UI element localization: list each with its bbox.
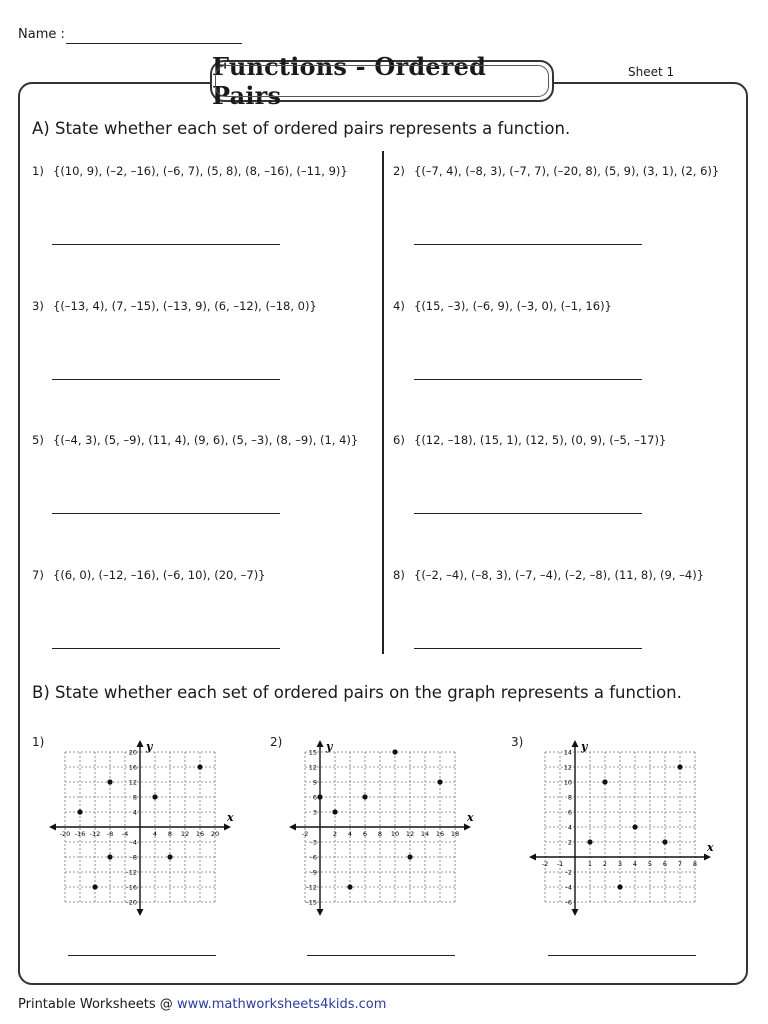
y-tick-label: -9 bbox=[310, 868, 317, 877]
answer-line-4[interactable] bbox=[414, 379, 642, 380]
data-point bbox=[77, 809, 82, 814]
x-tick-label: 7 bbox=[677, 860, 683, 868]
data-point bbox=[332, 809, 337, 814]
question-text: {(12, –18), (15, 1), (12, 5), (0, 9), (–5, –17)} bbox=[414, 433, 667, 447]
graph-1-number: 1) bbox=[32, 735, 45, 749]
data-point bbox=[152, 794, 157, 799]
y-axis-arrow-up bbox=[137, 740, 144, 747]
y-tick-label: -6 bbox=[565, 898, 572, 907]
answer-line-5[interactable] bbox=[52, 513, 280, 514]
graph-3 bbox=[525, 738, 725, 918]
x-tick-label: -20 bbox=[59, 830, 71, 838]
y-tick-label: 10 bbox=[563, 778, 572, 787]
data-point bbox=[317, 794, 322, 799]
y-axis-label: y bbox=[581, 740, 588, 753]
data-point bbox=[632, 824, 637, 829]
footer bbox=[18, 997, 386, 1012]
x-tick-label: 2 bbox=[602, 860, 608, 868]
y-tick-label: 3 bbox=[312, 808, 317, 817]
x-tick-label: 10 bbox=[390, 830, 400, 838]
y-tick-label: 2 bbox=[567, 838, 572, 847]
y-tick-label: 4 bbox=[567, 823, 572, 832]
x-axis-label: x bbox=[707, 841, 714, 854]
question-5 bbox=[32, 433, 358, 447]
y-tick-label: 20 bbox=[128, 748, 137, 757]
name-answer-line[interactable] bbox=[66, 43, 242, 44]
question-number: 6) bbox=[393, 433, 405, 447]
x-tick-label: 12 bbox=[405, 830, 415, 838]
x-tick-label: 16 bbox=[195, 830, 205, 838]
section-b-heading: B) State whether each set of ordered pairs on the graph represents a function. bbox=[32, 683, 682, 702]
x-tick-label: 8 bbox=[377, 830, 383, 838]
x-tick-label: 14 bbox=[420, 830, 430, 838]
question-number: 5) bbox=[32, 433, 44, 447]
y-axis-arrow-up bbox=[572, 740, 579, 747]
x-tick-label: -4 bbox=[121, 830, 129, 838]
y-tick-label: 16 bbox=[128, 763, 137, 772]
page-title: Functions - Ordered Pairs bbox=[212, 52, 487, 110]
x-axis-arrow-right bbox=[704, 854, 711, 861]
question-4 bbox=[393, 299, 612, 313]
column-divider bbox=[382, 151, 384, 654]
x-tick-label: 3 bbox=[617, 860, 623, 868]
answer-line-3[interactable] bbox=[52, 379, 280, 380]
graph-2-number: 2) bbox=[270, 735, 283, 749]
y-tick-label: -2 bbox=[565, 868, 572, 877]
data-point bbox=[437, 779, 442, 784]
answer-line-7[interactable] bbox=[52, 648, 280, 649]
y-tick-label: -12 bbox=[126, 868, 137, 877]
question-8 bbox=[393, 568, 704, 582]
y-tick-label: -4 bbox=[130, 838, 137, 847]
y-tick-label: 15 bbox=[308, 748, 317, 757]
x-tick-label: -2 bbox=[301, 830, 309, 838]
graph-2-answer-line[interactable] bbox=[307, 955, 455, 956]
data-point bbox=[167, 854, 172, 859]
question-text: {(6, 0), (–12, –16), (–6, 10), (20, –7)} bbox=[53, 568, 266, 582]
y-axis-arrow-down bbox=[137, 909, 144, 916]
data-point bbox=[662, 839, 667, 844]
question-text: {(–13, 4), (7, –15), (–13, 9), (6, –12), (–18, 0)} bbox=[53, 299, 317, 313]
y-tick-label: 6 bbox=[567, 808, 572, 817]
x-axis-label: x bbox=[467, 811, 474, 824]
question-text: {(15, –3), (–6, 9), (–3, 0), (–1, 16)} bbox=[414, 299, 612, 313]
data-point bbox=[602, 779, 607, 784]
y-tick-label: -6 bbox=[310, 853, 317, 862]
x-axis-arrow-left bbox=[289, 824, 296, 831]
data-point bbox=[92, 884, 97, 889]
x-tick-label: 16 bbox=[435, 830, 445, 838]
y-tick-label: 4 bbox=[132, 808, 137, 817]
y-tick-label: 9 bbox=[312, 778, 317, 787]
question-1 bbox=[32, 164, 348, 178]
answer-line-1[interactable] bbox=[52, 244, 280, 245]
y-tick-label: -16 bbox=[126, 883, 137, 892]
footer-link[interactable]: www.mathworksheets4kids.com bbox=[176, 997, 387, 1012]
y-tick-label: -12 bbox=[306, 883, 317, 892]
x-tick-label: 4 bbox=[152, 830, 158, 838]
data-point bbox=[197, 764, 202, 769]
x-axis-arrow-left bbox=[529, 854, 536, 861]
title-banner bbox=[210, 52, 554, 110]
data-point bbox=[677, 764, 682, 769]
question-number: 3) bbox=[32, 299, 44, 313]
question-text: {(–2, –4), (–8, 3), (–7, –4), (–2, –8), (11, 8), (9, –4)} bbox=[414, 568, 705, 582]
y-axis-arrow-down bbox=[317, 909, 324, 916]
y-tick-label: 6 bbox=[312, 793, 317, 802]
sheet-label: Sheet 1 bbox=[628, 65, 675, 79]
question-text: {(10, 9), (–2, –16), (–6, 7), (5, 8), (8, –16), (–11, 9)} bbox=[53, 164, 348, 178]
graph-3-answer-line[interactable] bbox=[548, 955, 696, 956]
y-tick-label: 12 bbox=[308, 763, 317, 772]
answer-line-2[interactable] bbox=[414, 244, 642, 245]
x-tick-label: 5 bbox=[647, 860, 653, 868]
answer-line-6[interactable] bbox=[414, 513, 642, 514]
data-point bbox=[617, 884, 622, 889]
x-tick-label: -16 bbox=[74, 830, 86, 838]
y-tick-label: 12 bbox=[128, 778, 137, 787]
data-point bbox=[407, 854, 412, 859]
graph-3-number: 3) bbox=[511, 735, 524, 749]
x-tick-label: 6 bbox=[662, 860, 668, 868]
section-a-heading: A) State whether each set of ordered pairs represents a function. bbox=[32, 119, 571, 138]
y-axis-arrow-down bbox=[572, 909, 579, 916]
y-axis-label: y bbox=[326, 740, 333, 753]
y-tick-label: 8 bbox=[567, 793, 572, 802]
x-tick-label: 20 bbox=[210, 830, 220, 838]
data-point bbox=[587, 839, 592, 844]
x-tick-label: 1 bbox=[587, 860, 593, 868]
x-tick-label: 12 bbox=[180, 830, 190, 838]
x-tick-label: 8 bbox=[167, 830, 173, 838]
data-point bbox=[347, 884, 352, 889]
question-number: 1) bbox=[32, 164, 44, 178]
data-point bbox=[107, 779, 112, 784]
x-tick-label: -2 bbox=[541, 860, 549, 868]
question-7 bbox=[32, 568, 266, 582]
y-tick-label: -8 bbox=[130, 853, 137, 862]
question-text: {(–7, 4), (–8, 3), (–7, 7), (–20, 8), (5, 9), (3, 1), (2, 6)} bbox=[414, 164, 720, 178]
x-tick-label: -1 bbox=[556, 860, 564, 868]
x-axis-arrow-right bbox=[224, 824, 231, 831]
y-tick-label: -4 bbox=[565, 883, 572, 892]
graph-2 bbox=[285, 738, 485, 918]
question-2 bbox=[393, 164, 719, 178]
y-tick-label: 8 bbox=[132, 793, 137, 802]
name-label: Name : bbox=[18, 27, 65, 42]
y-tick-label: -15 bbox=[306, 898, 317, 907]
question-text: {(–4, 3), (5, –9), (11, 4), (9, 6), (5, –3), (8, –9), (1, 4)} bbox=[53, 433, 359, 447]
x-tick-label: 8 bbox=[692, 860, 698, 868]
x-axis-label: x bbox=[227, 811, 234, 824]
graph-1-answer-line[interactable] bbox=[68, 955, 216, 956]
x-axis-arrow-right bbox=[464, 824, 471, 831]
answer-line-8[interactable] bbox=[414, 648, 642, 649]
x-tick-label: -8 bbox=[106, 830, 114, 838]
footer-prefix: Printable Worksheets @ bbox=[18, 997, 177, 1012]
graph-1 bbox=[45, 738, 245, 918]
data-point bbox=[362, 794, 367, 799]
x-tick-label: 18 bbox=[450, 830, 460, 838]
x-axis-arrow-left bbox=[49, 824, 56, 831]
y-tick-label: 14 bbox=[563, 748, 572, 757]
x-tick-label: -12 bbox=[89, 830, 101, 838]
question-number: 4) bbox=[393, 299, 405, 313]
question-6 bbox=[393, 433, 666, 447]
x-tick-label: 4 bbox=[347, 830, 353, 838]
data-point bbox=[392, 749, 397, 754]
question-3 bbox=[32, 299, 317, 313]
question-number: 8) bbox=[393, 568, 405, 582]
x-tick-label: 6 bbox=[362, 830, 368, 838]
question-number: 2) bbox=[393, 164, 405, 178]
y-tick-label: -3 bbox=[310, 838, 317, 847]
question-number: 7) bbox=[32, 568, 44, 582]
x-tick-label: 4 bbox=[632, 860, 638, 868]
x-tick-label: 2 bbox=[332, 830, 338, 838]
y-tick-label: 12 bbox=[563, 763, 572, 772]
y-axis-arrow-up bbox=[317, 740, 324, 747]
y-tick-label: -20 bbox=[126, 898, 137, 907]
data-point bbox=[107, 854, 112, 859]
y-axis-label: y bbox=[146, 740, 153, 753]
